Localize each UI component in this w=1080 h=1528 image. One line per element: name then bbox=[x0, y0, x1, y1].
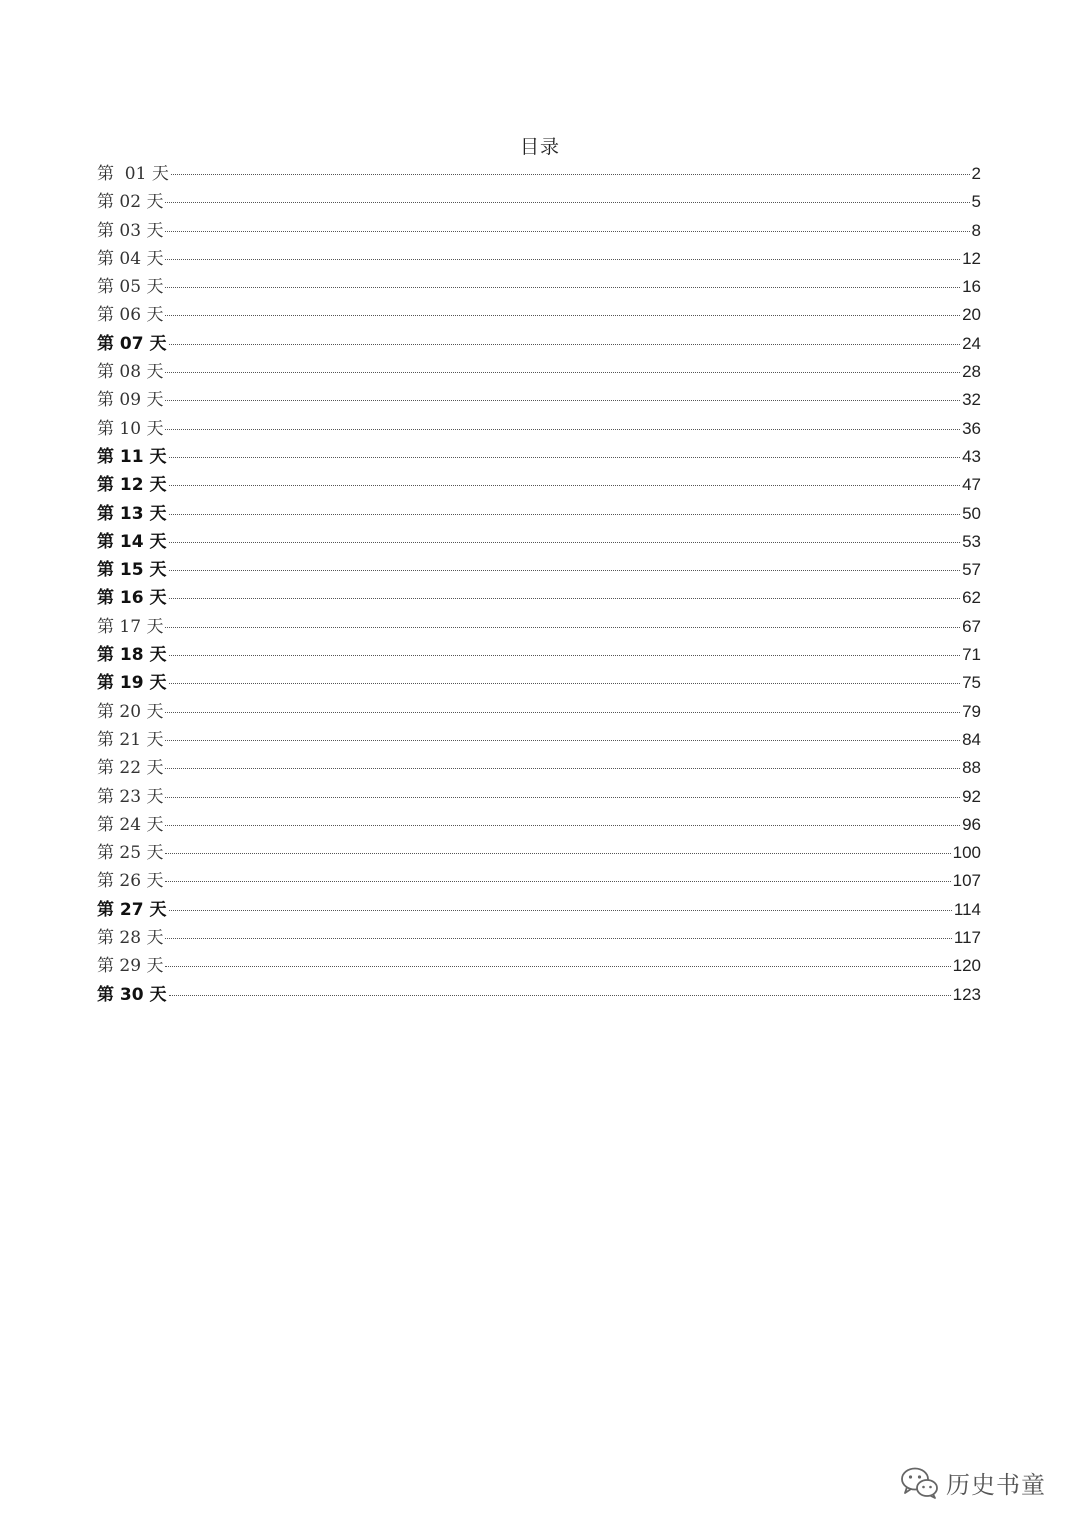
dot-leader bbox=[165, 286, 960, 288]
toc-entry-page-number: 100 bbox=[952, 843, 981, 863]
toc-entry-label: 第 06 天 bbox=[97, 305, 164, 326]
toc-entry[interactable] bbox=[97, 160, 981, 188]
toc-entry-label: 第 19 天 bbox=[97, 673, 167, 694]
toc-entry[interactable] bbox=[97, 924, 981, 952]
dot-leader bbox=[165, 880, 950, 882]
dot-leader bbox=[165, 230, 969, 232]
dot-leader bbox=[169, 541, 961, 543]
toc-entry-label: 第 02 天 bbox=[97, 192, 164, 213]
toc-entry-label: 第 24 天 bbox=[97, 814, 164, 835]
toc-entry-label: 第 11 天 bbox=[97, 446, 167, 467]
dot-leader bbox=[165, 711, 960, 713]
toc-entry-label: 第 09 天 bbox=[97, 390, 164, 411]
toc-entry-label: 第 18 天 bbox=[97, 645, 167, 666]
dot-leader bbox=[165, 258, 960, 260]
toc-entry-page-number: 84 bbox=[962, 729, 981, 749]
toc-title: 目录 bbox=[519, 136, 560, 158]
toc-entry[interactable] bbox=[97, 273, 981, 301]
toc-entry-page-number: 75 bbox=[962, 673, 981, 693]
dot-leader bbox=[169, 682, 961, 684]
toc-entry-label: 第 04 天 bbox=[97, 248, 164, 269]
toc-entry-page-number: 71 bbox=[962, 645, 981, 665]
dot-leader bbox=[165, 314, 960, 316]
dot-leader bbox=[169, 994, 951, 996]
toc-entry-label: 第 25 天 bbox=[97, 843, 164, 864]
toc-entry[interactable] bbox=[97, 471, 981, 499]
toc-entry-page-number: 114 bbox=[953, 899, 981, 919]
toc-entry[interactable] bbox=[97, 217, 981, 245]
dot-leader bbox=[169, 569, 961, 571]
toc-entry-page-number: 16 bbox=[962, 277, 981, 297]
toc-entry[interactable] bbox=[97, 528, 981, 556]
dot-leader bbox=[165, 201, 969, 203]
dot-leader bbox=[165, 937, 951, 939]
toc-entry-label: 第 03 天 bbox=[97, 220, 164, 241]
toc-entry[interactable] bbox=[97, 952, 981, 980]
toc-entry-page-number: 2 bbox=[971, 164, 981, 183]
toc-entry-label: 第 08 天 bbox=[97, 362, 164, 383]
toc-entry[interactable] bbox=[97, 981, 981, 1009]
dot-leader bbox=[165, 965, 950, 967]
toc-entry[interactable] bbox=[97, 698, 981, 726]
toc-entry-label: 第 10 天 bbox=[97, 418, 164, 439]
dot-leader bbox=[165, 371, 960, 373]
toc-entry[interactable] bbox=[97, 669, 981, 697]
toc-entry[interactable] bbox=[97, 839, 981, 867]
toc-entry-label: 第 13 天 bbox=[97, 503, 167, 524]
toc-entry-label: 第 14 天 bbox=[97, 531, 167, 552]
toc-entry-label: 第 16 天 bbox=[97, 588, 167, 609]
toc-entry-label: 第 05 天 bbox=[97, 277, 164, 298]
dot-leader bbox=[169, 513, 961, 515]
watermark-text: 历史书童 bbox=[946, 1471, 1046, 1499]
toc-entry-page-number: 96 bbox=[962, 814, 981, 834]
toc-entry-page-number: 20 bbox=[962, 305, 981, 325]
dot-leader bbox=[165, 824, 960, 826]
toc-entry-page-number: 32 bbox=[962, 390, 981, 410]
dot-leader bbox=[165, 626, 960, 628]
toc-entry-page-number: 88 bbox=[962, 758, 981, 778]
dot-leader bbox=[169, 484, 961, 486]
toc-entry-page-number: 107 bbox=[952, 871, 981, 891]
toc-entry-label: 第 15 天 bbox=[97, 560, 167, 581]
toc-entry-page-number: 12 bbox=[962, 248, 981, 268]
toc-entry[interactable] bbox=[97, 415, 981, 443]
dot-leader bbox=[171, 173, 970, 175]
toc-entry[interactable] bbox=[97, 443, 981, 471]
toc-entry[interactable] bbox=[97, 330, 981, 358]
dot-leader bbox=[165, 399, 960, 401]
wechat-icon bbox=[900, 1466, 940, 1500]
toc-entry[interactable] bbox=[97, 386, 981, 414]
toc-entry-label: 第 01 天 bbox=[97, 164, 169, 184]
toc-entry-label: 第 28 天 bbox=[97, 928, 164, 949]
toc-entry[interactable] bbox=[97, 641, 981, 669]
toc-entry[interactable] bbox=[97, 867, 981, 895]
toc-entry[interactable] bbox=[97, 556, 981, 584]
toc-entry-page-number: 47 bbox=[962, 475, 981, 495]
toc-entry-label: 第 22 天 bbox=[97, 758, 164, 779]
toc-entry-page-number: 53 bbox=[962, 531, 981, 551]
toc-entry[interactable] bbox=[97, 726, 981, 754]
toc-entry-page-number: 43 bbox=[962, 446, 981, 466]
toc-entry[interactable] bbox=[97, 500, 981, 528]
toc-entry-page-number: 62 bbox=[962, 588, 981, 608]
dot-leader bbox=[165, 796, 960, 798]
dot-leader bbox=[165, 767, 960, 769]
dot-leader bbox=[169, 456, 961, 458]
toc-entry[interactable] bbox=[97, 811, 981, 839]
toc-entry-page-number: 92 bbox=[962, 786, 981, 806]
toc-entry-page-number: 36 bbox=[962, 418, 981, 438]
dot-leader bbox=[165, 852, 950, 854]
toc-entry[interactable] bbox=[97, 896, 981, 924]
toc-entry-label: 第 20 天 bbox=[97, 701, 164, 722]
toc-entry[interactable] bbox=[97, 754, 981, 782]
toc-entry-label: 第 27 天 bbox=[97, 899, 167, 920]
toc-entry-page-number: 79 bbox=[962, 701, 981, 721]
toc-entry[interactable] bbox=[97, 188, 981, 216]
dot-leader bbox=[165, 428, 960, 430]
toc-entry[interactable] bbox=[97, 783, 981, 811]
toc-entry-label: 第 12 天 bbox=[97, 475, 167, 496]
toc-entry[interactable] bbox=[97, 245, 981, 273]
toc-entry[interactable] bbox=[97, 613, 981, 641]
toc-entry-page-number: 67 bbox=[962, 616, 981, 636]
toc-entry-page-number: 57 bbox=[962, 560, 981, 580]
toc-entry-label: 第 30 天 bbox=[97, 984, 167, 1005]
toc-entry-page-number: 50 bbox=[962, 503, 981, 523]
toc-entry-label: 第 07 天 bbox=[97, 333, 167, 354]
toc-entry-label: 第 23 天 bbox=[97, 786, 164, 807]
toc-entry-label: 第 26 天 bbox=[97, 871, 164, 892]
toc-entry[interactable] bbox=[97, 301, 981, 329]
dot-leader bbox=[169, 597, 961, 599]
watermark bbox=[900, 1465, 1046, 1500]
dot-leader bbox=[169, 654, 961, 656]
toc-entry-page-number: 123 bbox=[952, 984, 981, 1004]
toc-entry-page-number: 117 bbox=[953, 928, 981, 948]
dot-leader bbox=[169, 343, 961, 345]
toc-entry-label: 第 21 天 bbox=[97, 729, 164, 750]
dot-leader bbox=[165, 739, 960, 741]
toc-entry-page-number: 120 bbox=[952, 956, 981, 976]
dot-leader bbox=[169, 909, 952, 911]
toc-list bbox=[97, 160, 981, 1009]
toc-entry-label: 第 29 天 bbox=[97, 956, 164, 977]
toc-entry-page-number: 5 bbox=[971, 192, 981, 212]
toc-entry-page-number: 24 bbox=[962, 333, 981, 353]
toc-entry-page-number: 28 bbox=[962, 362, 981, 382]
toc-entry[interactable] bbox=[97, 358, 981, 386]
toc-entry[interactable] bbox=[97, 584, 981, 612]
toc-entry-page-number: 8 bbox=[971, 220, 981, 240]
toc-entry-label: 第 17 天 bbox=[97, 616, 164, 637]
